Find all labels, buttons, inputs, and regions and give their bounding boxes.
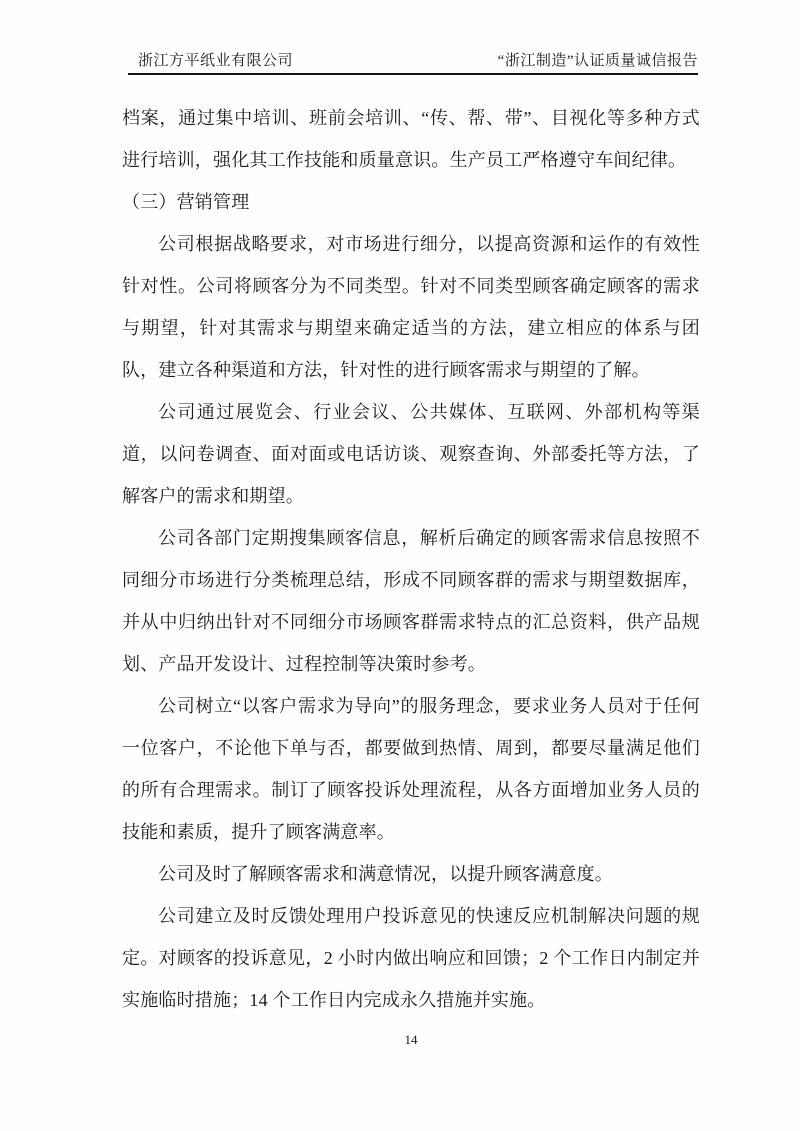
page-footer <box>122 1032 700 1048</box>
header-company-name: 浙江方平纸业有限公司 <box>138 53 294 69</box>
paragraph-customer-channels: 公司通过展览会、行业会议、公共媒体、互联网、外部机构等渠道，以问卷调查、面对面或电话访谈、观察查询、外部委托等方法，了解客户的需求和期望。 <box>122 402 700 506</box>
paragraph-customer-info-collection: 公司各部门定期搜集顾客信息，解析后确定的顾客需求信息按照不同细分市场进行分类梳理总结，形成不同顾客群的需求与期望数据库，并从中归纳出针对不同细分市场顾客群需求特点的汇总资料，供产品规划、产品开发设计、过程控制等决策时参考。 <box>122 528 700 674</box>
paragraph-customer-satisfaction: 公司及时了解顾客需求和满意情况，以提升顾客满意度。 <box>158 864 613 884</box>
page-number: 14 <box>404 1032 418 1047</box>
section-heading-marketing-management: （三）营销管理 <box>122 192 250 212</box>
page-header <box>128 52 698 75</box>
header-report-title: “浙江制造”认证质量诚信报告 <box>497 53 698 69</box>
paragraph-complaint-response: 公司建立及时反馈处理用户投诉意见的快速反应机制解决问题的规定。对顾客的投诉意见，2 小时内做出响应和回馈；2 个工作日内制定并实施临时措施；14 个工作日内完成永久措施并实施。 <box>122 906 700 1010</box>
paragraph-market-segmentation: 公司根据战略要求，对市场进行细分，以提高资源和运作的有效性针对性。公司将顾客分为不同类型。针对不同类型顾客确定顾客的需求与期望，针对其需求与期望来确定适当的方法，建立相应的体系与团队，建立各种渠道和方法，针对性的进行顾客需求与期望的了解。 <box>122 234 700 380</box>
paragraph-service-philosophy: 公司树立“以客户需求为导向”的服务理念，要求业务人员对于任何一位客户，不论他下单与否，都要做到热情、周到，都要尽量满足他们的所有合理需求。制订了顾客投诉处理流程，从各方面增加业务人员的技能和素质，提升了顾客满意率。 <box>122 696 700 842</box>
document-body <box>122 97 700 1021</box>
paragraph-continuation: 档案，通过集中培训、班前会培训、“传、帮、带”、目视化等多种方式进行培训，强化其工作技能和质量意识。生产员工严格遵守车间纪律。 <box>122 108 700 170</box>
